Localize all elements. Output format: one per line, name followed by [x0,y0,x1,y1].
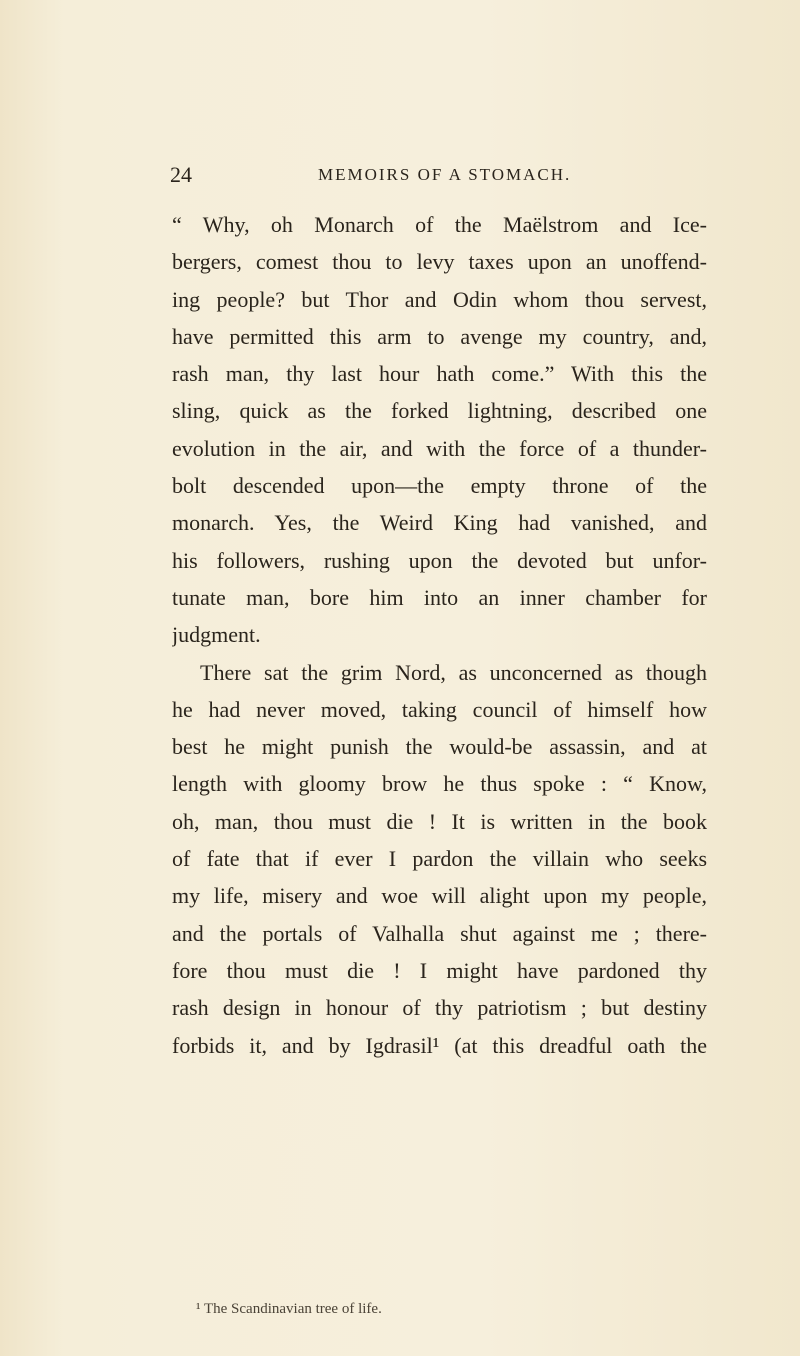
text-line: rash man, thy last hour hath come.” With this the [172,361,707,387]
text-line: sling, quick as the forked lightning, described one [172,398,707,424]
text-line: oh, man, thou must die ! It is written in the book [172,808,707,834]
text-line: of fate that if ever I pardon the villain who seeks [172,846,707,872]
text-line: fore thou must die ! I might have pardoned thy [172,957,707,983]
text-line: my life, misery and woe will alight upon my people, [172,883,707,909]
text-line: ing people? but Thor and Odin whom thou servest, [172,286,707,312]
text-line: best he might punish the would-be assassin, and at [172,734,707,760]
page-number: 24 [170,162,192,187]
text-line: his followers, rushing upon the devoted but unfor- [172,547,707,573]
text-line: forbids it, and by Igdrasil¹ (at this dreadful oath the [172,1032,707,1058]
text-line: bergers, comest thou to levy taxes upon an unoffend- [172,249,707,275]
text-line: “ Why, oh Monarch of the Maëlstrom and Ice- [172,212,707,237]
text-line: judgment. [172,622,261,648]
text-line: monarch. Yes, the Weird King had vanished, and [172,510,707,536]
text-line: tunate man, bore him into an inner chamber for [172,584,707,610]
page-header [170,160,710,190]
text-line: have permitted this arm to avenge my country, and, [172,323,707,349]
footnote: ¹ The Scandinavian tree of life. [196,1301,382,1317]
text-line: bolt descended upon—the empty throne of the [172,473,707,499]
text-line: evolution in the air, and with the force of a thunder- [172,435,707,461]
text-line: length with gloomy brow he thus spoke : “ Know, [172,771,707,797]
text-line: he had never moved, taking council of himself how [172,696,707,722]
text-line: rash design in honour of thy patriotism ; but destiny [172,995,707,1021]
text-line: There sat the grim Nord, as unconcerned as though [200,659,707,685]
body-text [172,206,707,1064]
running-title: MEMOIRS OF A STOMACH. [318,165,572,184]
text-line: and the portals of Valhalla shut against me ; there- [172,920,707,946]
